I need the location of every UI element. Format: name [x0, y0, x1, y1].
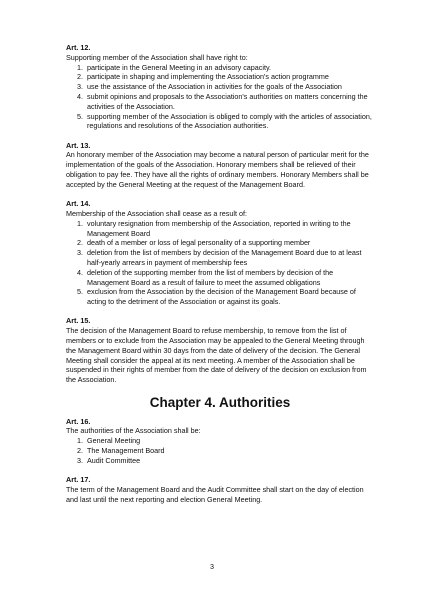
article-14-list [66, 219, 374, 307]
article-16-list [66, 436, 374, 465]
article-14-intro: Membership of the Association shall cease as a result of: [66, 208, 247, 218]
article-17-title: Art. 17. [66, 474, 91, 484]
article-16 [66, 417, 374, 466]
article-15-title: Art. 15. [66, 316, 91, 326]
article-16-intro: The authorities of the Association shall be: [66, 426, 201, 436]
list-item: 2. The Management Board [85, 446, 374, 456]
article-12 [66, 43, 374, 131]
list-item: 4. deletion of the supporting member from the list of members by decision of the Management Board as a result of failure to meet the assumed obligations [85, 268, 374, 288]
list-item: 4. submit opinions and proposals to the Association's authorities on matters concerning the activities of the Association. [85, 92, 374, 112]
article-13 [66, 141, 374, 190]
article-12-intro: Supporting member of the Association shall have right to: [66, 52, 248, 62]
list-item: 2. participate in shaping and implementing the Association's action programme [85, 72, 374, 82]
article-14 [66, 199, 374, 307]
list-item: 1. voluntary resignation from membership of the Association, reported in writing to the Management Board [85, 219, 374, 239]
list-item: 5. exclusion from the Association by the decision of the Management Board because of acting to the detriment of the Association or against its goals. [85, 287, 374, 307]
article-13-text: An honorary member of the Association may become a natural person of particular merit for the implementation of the goals of the Association. Honorary members shall be relieved of their obligation to pay fee. They have all the rights of ordinary members. Honorary Members shall be accepted by the General Meeting at the request of the Management Board. [66, 150, 369, 189]
article-12-title: Art. 12. [66, 43, 91, 52]
list-item: 3. Audit Committee [85, 456, 374, 466]
article-16-title: Art. 16. [66, 416, 91, 426]
chapter-heading: Chapter 4. Authorities [149, 394, 291, 410]
article-14-title: Art. 14. [66, 199, 91, 209]
page-number: 3 [210, 562, 214, 571]
list-item: 1. General Meeting [85, 436, 374, 446]
list-item: 5. supporting member of the Association is obliged to comply with the articles of association, regulations and resolutions of the Association authorities. [85, 112, 374, 132]
list-item: 2. death of a member or loss of legal personality of a supporting member [85, 238, 374, 248]
list-item: 3. deletion from the list of members by decision of the Management Board due to at least half-yearly arrears in payment of membership fees [85, 248, 374, 268]
list-item: 3. use the assistance of the Association in activities for the goals of the Association [85, 82, 374, 92]
article-17 [66, 475, 374, 504]
list-item: 1. participate in the General Meeting in an advisory capacity. [85, 63, 374, 73]
article-15 [66, 316, 374, 385]
article-12-list [66, 63, 374, 132]
article-13-title: Art. 13. [66, 140, 91, 150]
article-15-text: The decision of the Management Board to refuse membership, to remove from the list of members or to exclude from the Association may be appealed to the General Meeting through the Management Board within 30 days from the date of delivery of the decision. The General Meeting shall consider the appeal at its next meeting. A member of the Association shall be suspended in their rights of member from the date of delivery of the decision on exclusion from the Association. [66, 326, 367, 385]
article-17-text: The term of the Management Board and the Audit Committee shall start on the day of election and last until the next reporting and election General Meeting. [66, 484, 364, 504]
